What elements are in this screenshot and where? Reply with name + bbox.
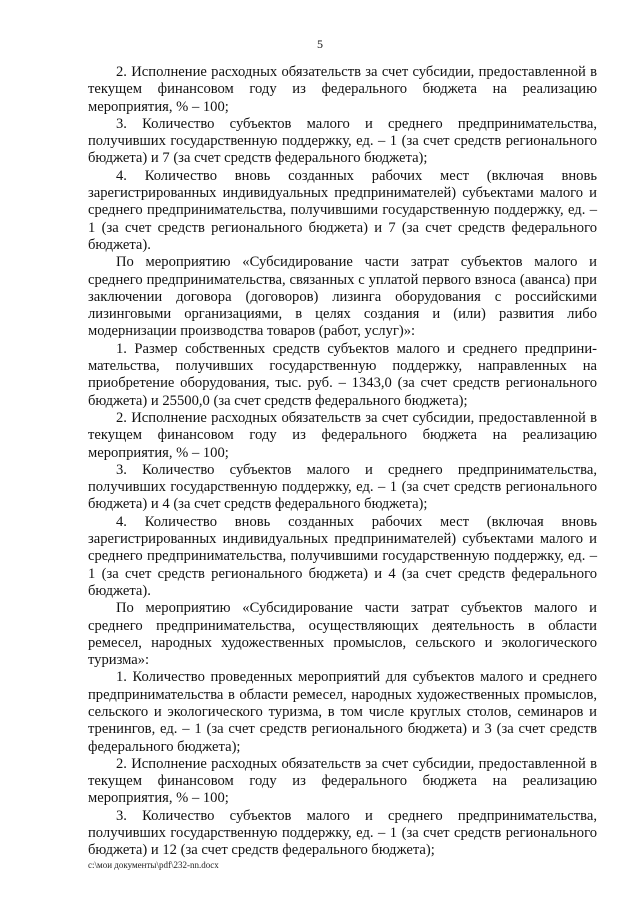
page-number: 5	[317, 37, 323, 51]
paragraph-3: 4. Количество вновь созданных рабочих мест (включая вновь зарегистрированных индивидуальных предпринимателей) субъектами малого и среднего предпринимательства, получившими государственную поддержку, ед. – 1 (за счет средств регионального бюджета) и 7 (за счет средств федерального бюджета).	[88, 167, 597, 253]
paragraph-6: 2. Исполнение расходных обязательств за счет субсидии, предоставленной в текущем финансовом году из федерального бюджета на реализацию мероприятия, % – 100;	[88, 409, 597, 461]
paragraph-12: 3. Количество субъектов малого и среднего предпринимательства, получивших государственную поддержку, ед. – 1 (за счет средств регионального бюджета) и 12 (за счет средств федерального бюджета);	[88, 807, 597, 859]
paragraph-8: 4. Количество вновь созданных рабочих мест (включая вновь зарегистрированных индивидуальных предпринимателей) субъектами малого и среднего предпринимательства, получившими государственную поддержку, ед. – 1 (за счет средств регионального бюджета) и 4 (за счет средств федерального бюджета).	[88, 513, 597, 599]
footer-file-path: c:\мои документы\pdf\232-nn.docx	[88, 860, 219, 870]
paragraph-4: По мероприятию «Субсидирование части затрат субъектов малого и среднего предпринимательства, связанных с уплатой первого взноса (аванса) при заключении договора (договоров) лизинга оборудования с российскими лизинговыми организациями, в целях создания и (или) развития либо модернизации производства товаров (работ, услуг)»:	[88, 254, 597, 340]
paragraph-10: 1. Количество проведенных мероприятий для субъектов малого и среднего предпринимательства в области ремесел, народных художественных промыслов, сельского и экологического туризма, в том числе круглых столов, семинаров и тренингов, ед. – 1 (за счет средств регионального бюджета) и 3 (за счет средств федерального бюджета);	[88, 669, 597, 755]
paragraph-5: 1. Размер собственных средств субъектов малого и среднего предприни-мательства, получивших государственную поддержку, направленных на приобретение оборудования, тыс. руб. – 1343,0 (за счет средств регионального бюджета) и 25500,0 (за счет средств федерального бюджета);	[88, 340, 597, 409]
paragraph-7: 3. Количество субъектов малого и среднего предпринимательства, получивших государственную поддержку, ед. – 1 (за счет средств регионального бюджета) и 4 (за счет средств федерального бюджета);	[88, 461, 597, 513]
paragraph-1: 2. Исполнение расходных обязательств за счет субсидии, предоставленной в текущем финансовом году из федерального бюджета на реализацию мероприятия, % – 100;	[88, 64, 597, 115]
paragraph-9: По мероприятию «Субсидирование части затрат субъектов малого и среднего предпринимательства, осуществляющих деятельность в области ремесел, народных художественных промыслов, сельского и экологического туризма»:	[88, 600, 597, 669]
paragraph-2: 3. Количество субъектов малого и среднего предпринимательства, получивших государственную поддержку, ед. – 1 (за счет средств регионального бюджета) и 7 (за счет средств федерального бюджета);	[88, 115, 597, 167]
paragraph-11: 2. Исполнение расходных обязательств за счет субсидии, предоставленной в текущем финансовом году из федерального бюджета на реализацию мероприятия, % – 100;	[88, 755, 597, 807]
document-body	[88, 64, 597, 860]
